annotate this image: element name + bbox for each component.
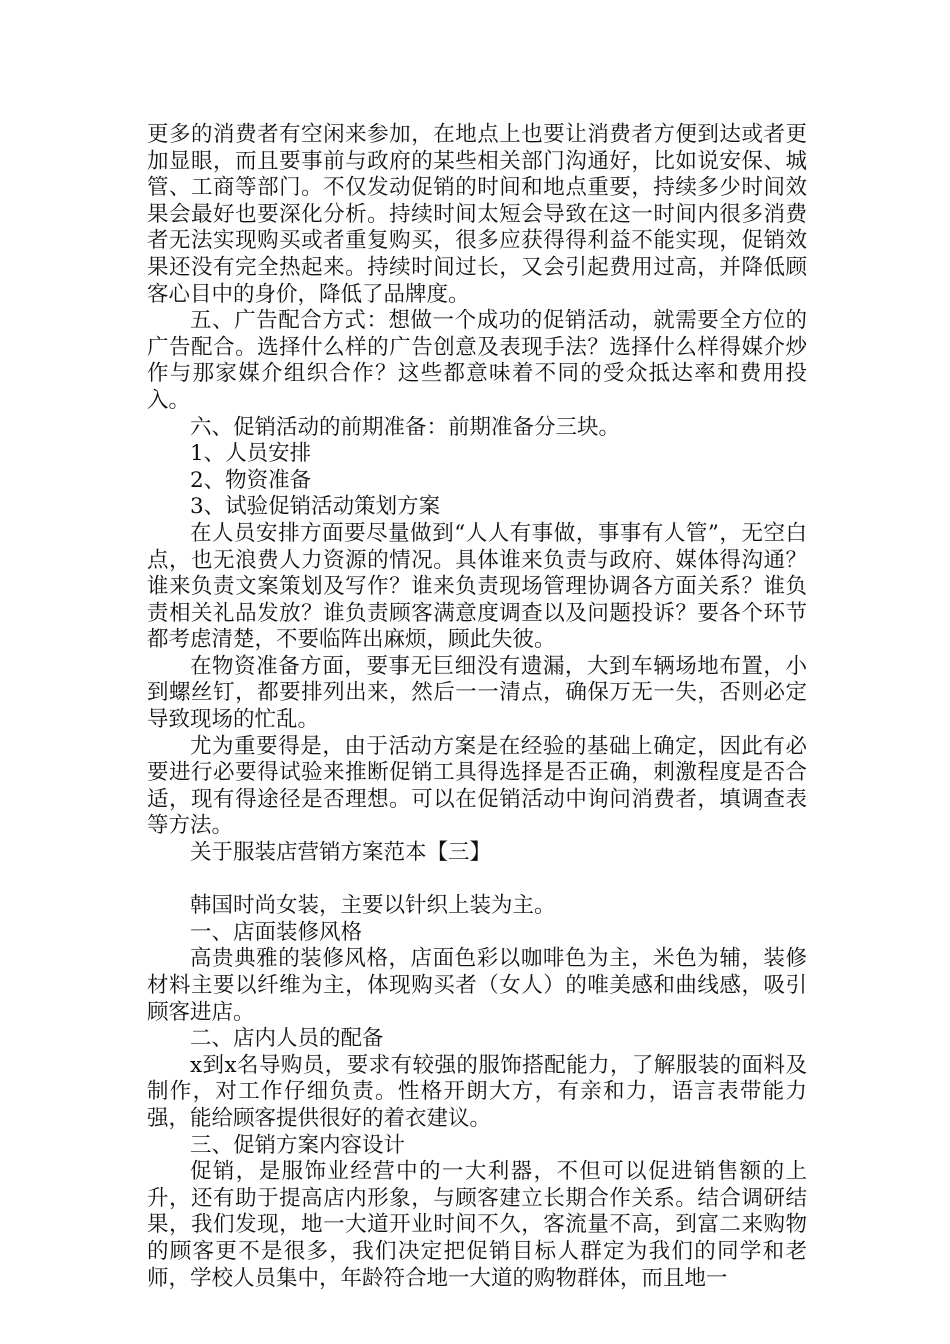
section-heading: 关于服装店营销方案范本【三】 [190,840,492,866]
paragraph-intro: 韩国时尚女装，主要以针织上装为主。 [190,893,556,919]
heading-staff: 二、店内人员的配备 [190,1026,384,1052]
list-item-staffing: 1、人员安排 [190,441,312,467]
paragraph-store-decoration: 高贵典雅的装修风格，店面色彩以咖啡色为主，米色为辅，装修材料主要以纤维为主，体现购买者（女人）的唯美感和曲线感，吸引顾客进店。 [147,946,807,1025]
paragraph-continuation: 更多的消费者有空闲来参加，在地点上也要让消费者方便到达或者更加显眼，而且要事前与政府的某些相关部门沟通好，比如说安保、城管、工商等部门。不仅发动促销的时间和地点重要，持续多少时间效果会最好也要深化分析。持续时间太短会导致在这一时间内很多消费者无法实现购买或者重复购买，很多应获得得利益不能实现，促销效果还没有完全热起来。持续时间过长，又会引起费用过高，并降低顾客心目中的身价，降低了品牌度。 [147,122,807,307]
paragraph-preparation: 六、促销活动的前期准备：前期准备分三块。 [190,414,621,440]
document-page [147,122,807,1292]
paragraph-staff: x到x名导购员，要求有较强的服饰搭配能力，了解服装的面料及制作，对工作仔细负责。性格开朗大方，有亲和力，语言表带能力强，能给顾客提供很好的着衣建议。 [147,1052,807,1131]
paragraph-trial: 尤为重要得是，由于活动方案是在经验的基础上确定，因此有必要进行必要得试验来推断促销工具得选择是否正确，刺激程度是否合适，现有得途径是否理想。可以在促销活动中询问消费者，填调查表等方法。 [147,733,807,839]
list-item-materials: 2、物资准备 [190,467,312,493]
heading-promotion: 三、促销方案内容设计 [190,1132,406,1158]
paragraph-staffing: 在人员安排方面要尽量做到“人人有事做，事事有人管”，无空白点，也无浪费人力资源的情况。具体谁来负责与政府、媒体得沟通？谁来负责文案策划及写作？谁来负责现场管理协调各方面关系？谁负责相关礼品发放？谁负责顾客满意度调查以及问题投诉？要各个环节都考虑清楚，不要临阵出麻烦，顾此失彼。 [147,520,807,653]
paragraph-materials: 在物资准备方面，要事无巨细没有遗漏，大到车辆场地布置，小到螺丝钉，都要排列出来，然后一一清点，确保万无一失，否则必定导致现场的忙乱。 [147,653,807,733]
blank-line [147,867,807,894]
paragraph-promotion: 促销，是服饰业经营中的一大利器，不但可以促进销售额的上升，还有助于提高店内形象，与顾客建立长期合作关系。结合调研结果，我们发现，地一大道开业时间不久，客流量不高，到富二来购物的顾客更不是很多，我们决定把促销目标人群定为我们的同学和老师，学校人员集中，年龄符合地一大道的购物群体，而且地一 [147,1159,807,1291]
heading-store-decoration: 一、店面装修风格 [190,919,363,945]
paragraph-advertising: 五、广告配合方式：想做一个成功的促销活动，就需要全方位的广告配合。选择什么样的广告创意及表现手法？选择什么样得媒介炒作与那家媒介组织合作？这些都意味着不同的受众抵达率和费用投入。 [147,308,807,413]
list-item-trial-plan: 3、试验促销活动策划方案 [190,494,441,520]
